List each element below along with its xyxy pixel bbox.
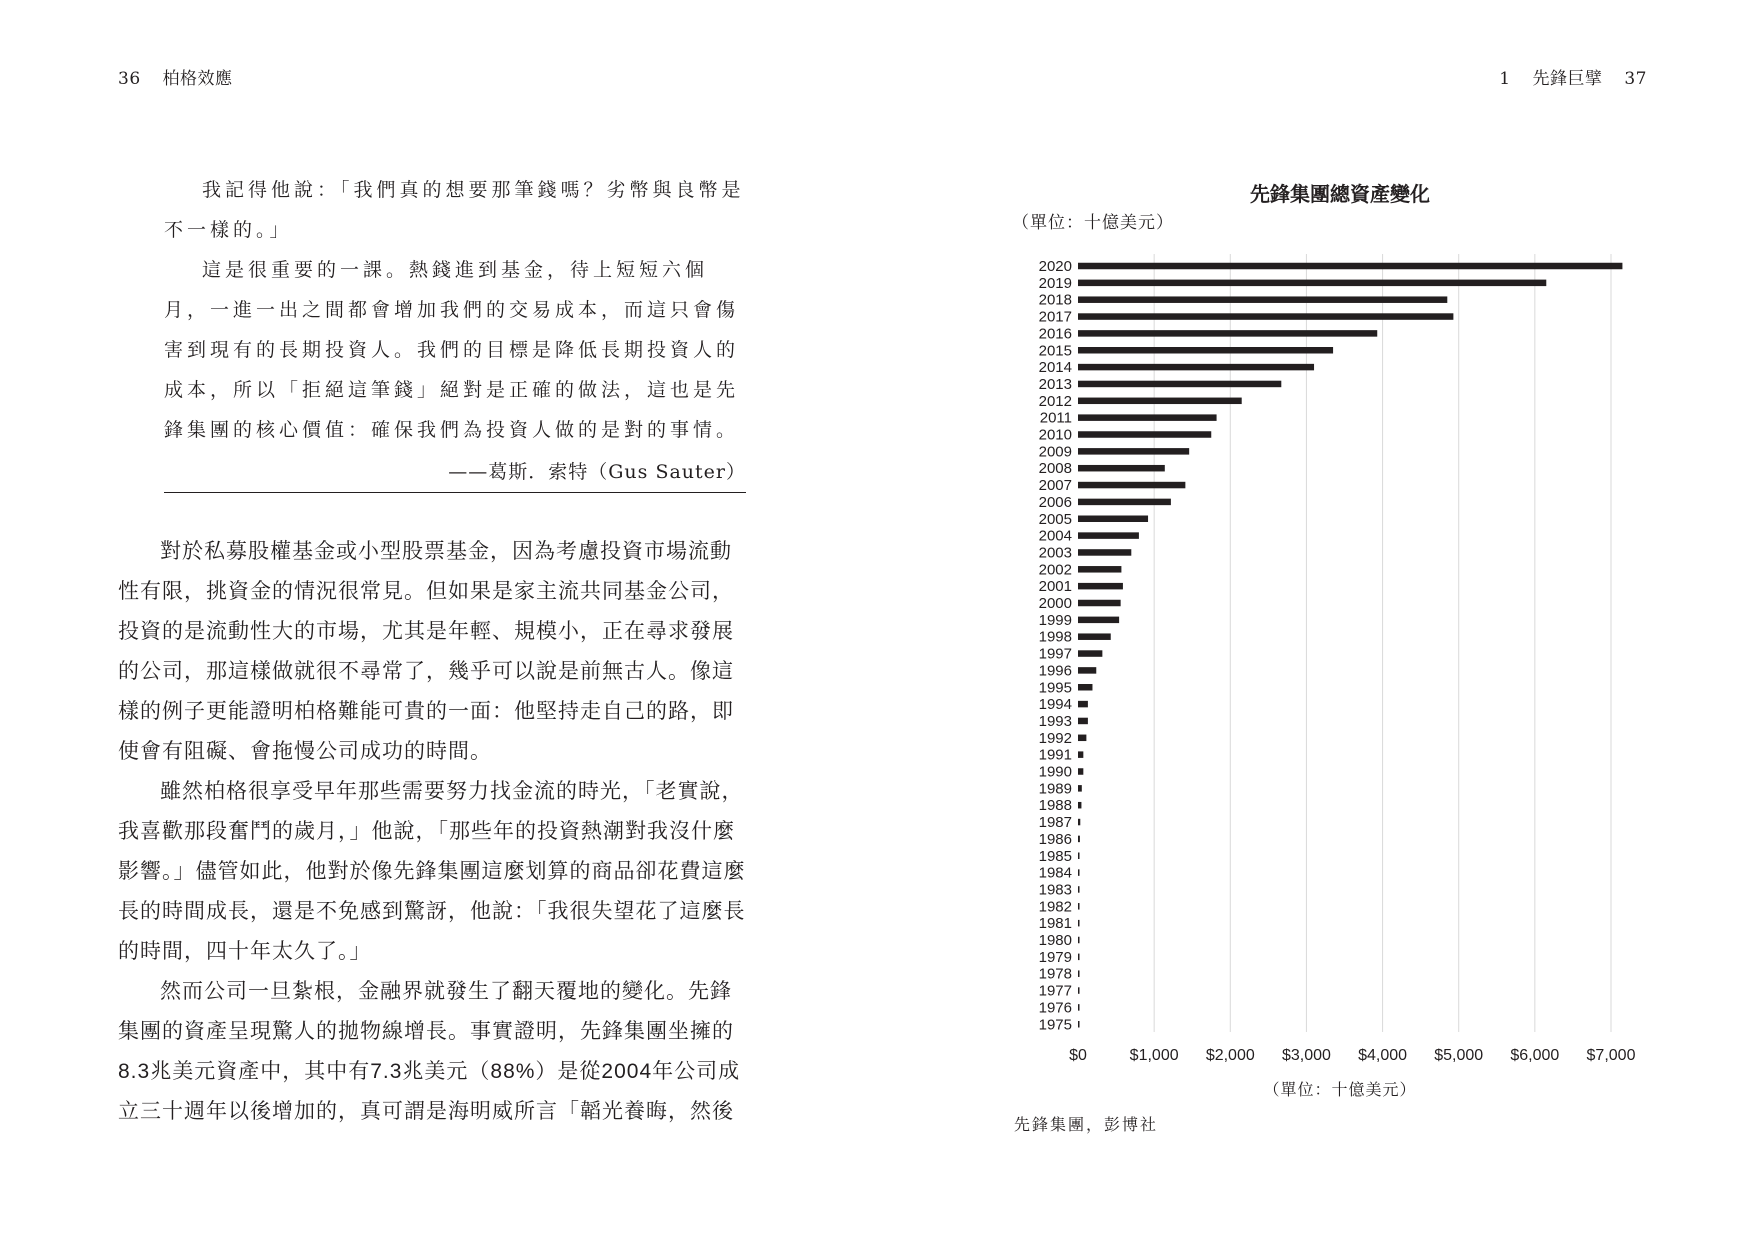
y-label-2006: 2006: [1038, 493, 1072, 511]
y-label-1997: 1997: [1038, 645, 1072, 663]
chart-x-axis-title: （單位：十億美元）: [1263, 1082, 1417, 1099]
y-label-2001: 2001: [1038, 578, 1072, 596]
bar-2010: [1078, 431, 1211, 438]
bar-2015: [1078, 347, 1333, 354]
chart-gridlines: [1154, 254, 1611, 1032]
bar-1990: [1078, 768, 1083, 775]
left-running-title: 柏格效應: [162, 69, 233, 89]
y-label-2000: 2000: [1038, 595, 1072, 612]
bar-1975: [1078, 1021, 1080, 1028]
chart-x-labels: [1069, 1047, 1635, 1064]
y-label-1979: 1979: [1038, 948, 1072, 966]
x-tick-label: $3,000: [1281, 1047, 1331, 1064]
y-label-2009: 2009: [1038, 443, 1072, 461]
y-label-1999: 1999: [1038, 611, 1072, 629]
source-note: 先鋒集團，彭博社: [1014, 1115, 1159, 1134]
y-label-2012: 2012: [1038, 392, 1072, 410]
bar-2003: [1078, 549, 1131, 556]
chart-unit-note: （單位：十億美元）: [1012, 213, 1174, 232]
y-label-2019: 2019: [1038, 274, 1072, 292]
y-label-2020: 2020: [1038, 258, 1072, 275]
bar-2018: [1078, 296, 1447, 303]
y-label-1988: 1988: [1038, 797, 1072, 815]
y-label-2013: 2013: [1038, 375, 1072, 393]
x-tick-label: $6,000: [1510, 1047, 1560, 1064]
bar-2013: [1078, 381, 1281, 388]
y-label-2018: 2018: [1038, 291, 1072, 309]
y-label-2014: 2014: [1038, 359, 1072, 377]
bar-2020: [1078, 263, 1622, 270]
bar-2016: [1078, 330, 1377, 337]
chart-title: 先鋒集團總資產變化: [1250, 184, 1430, 206]
bar-2011: [1078, 414, 1217, 421]
y-label-1995: 1995: [1038, 679, 1072, 697]
y-label-2002: 2002: [1038, 561, 1072, 579]
bar-1985: [1078, 853, 1080, 860]
y-label-1990: 1990: [1038, 763, 1072, 781]
y-label-2016: 2016: [1038, 325, 1072, 343]
y-label-2017: 2017: [1038, 308, 1072, 326]
y-label-2003: 2003: [1038, 544, 1072, 562]
bar-1984: [1078, 869, 1080, 876]
x-tick-label: $2,000: [1205, 1047, 1255, 1064]
bar-1996: [1078, 667, 1096, 674]
y-label-1985: 1985: [1038, 847, 1072, 865]
right-page-number: 37: [1624, 69, 1647, 89]
y-label-1976: 1976: [1038, 999, 1072, 1017]
y-label-2008: 2008: [1038, 460, 1072, 478]
bar-1977: [1078, 987, 1080, 994]
bar-2012: [1078, 398, 1242, 405]
x-tick-label: $7,000: [1586, 1047, 1636, 1064]
bar-2007: [1078, 482, 1185, 489]
bar-2009: [1078, 448, 1189, 455]
left-running-header: [118, 64, 233, 89]
bar-1991: [1078, 751, 1083, 758]
bar-2019: [1078, 280, 1546, 287]
y-label-1977: 1977: [1038, 982, 1072, 1000]
body-text: [118, 532, 748, 1132]
asset-bar-chart: [1000, 250, 1660, 1100]
y-label-1994: 1994: [1038, 696, 1072, 714]
bar-1979: [1078, 954, 1080, 961]
bar-2004: [1078, 532, 1139, 539]
x-tick-label: $5,000: [1434, 1047, 1484, 1064]
bar-1995: [1078, 684, 1092, 691]
y-label-1982: 1982: [1038, 898, 1072, 916]
bar-1983: [1078, 886, 1080, 893]
y-label-2011: 2011: [1039, 409, 1072, 427]
y-label-1981: 1981: [1038, 915, 1072, 933]
y-label-2007: 2007: [1038, 477, 1072, 495]
body-paragraph-1: 對於私募股權基金或小型股票基金，因為考慮投資市場流動性有限，挑資金的情況很常見。但如果是家主流共同基金公司，投資的是流動性大的市場，尤其是年輕、規模小，正在尋求發展的公司，那這樣做就很不尋常了，幾乎可以說是前無古人。像這樣的例子更能證明柏格難能可貴的一面：他堅持走自己的路，即使會有阻礙、會拖慢公司成功的時間。: [118, 540, 734, 763]
y-label-2015: 2015: [1038, 342, 1072, 360]
bar-1988: [1078, 802, 1081, 809]
x-tick-label: $0: [1069, 1047, 1087, 1064]
bar-1997: [1078, 650, 1102, 657]
bar-1998: [1078, 633, 1111, 640]
bar-1976: [1078, 1004, 1080, 1011]
y-label-1978: 1978: [1038, 965, 1072, 983]
bar-1981: [1078, 920, 1080, 927]
chapter-number: 1: [1499, 69, 1511, 89]
bar-1987: [1078, 819, 1080, 826]
y-label-1993: 1993: [1038, 712, 1072, 730]
bar-2014: [1078, 364, 1314, 371]
bar-1982: [1078, 903, 1080, 910]
chart-y-labels: [1039, 258, 1072, 1033]
quote-divider: [164, 492, 746, 493]
quote-attribution: ——葛斯．索特（Gus Sauter）: [448, 461, 746, 483]
bar-1999: [1078, 617, 1119, 624]
bar-1980: [1078, 937, 1080, 944]
bar-1978: [1078, 970, 1080, 977]
y-label-1991: 1991: [1038, 746, 1072, 764]
y-label-1996: 1996: [1038, 662, 1072, 680]
bar-2006: [1078, 499, 1171, 506]
quote-paragraph-2: 這是很重要的一課。熱錢進到基金，待上短短六個月，一進一出之間都會增加我們的交易成本，而這只會傷害到現有的長期投資人。我們的目標是降低長期投資人的成本，所以「拒絕這筆錢」絕對是正確的做法，這也是先鋒集團的核心價值：確保我們為投資人做的是對的事情。: [164, 259, 740, 441]
x-tick-label: $1,000: [1129, 1047, 1179, 1064]
y-label-1980: 1980: [1038, 932, 1072, 949]
y-label-2010: 2010: [1038, 426, 1072, 444]
y-label-1992: 1992: [1038, 729, 1072, 747]
bar-2005: [1078, 516, 1148, 523]
y-label-1983: 1983: [1038, 881, 1072, 899]
y-label-1998: 1998: [1038, 628, 1072, 646]
bar-2000: [1078, 600, 1121, 607]
right-running-header: [1499, 64, 1647, 89]
bar-2002: [1078, 566, 1121, 573]
y-label-1986: 1986: [1038, 830, 1072, 848]
chart-bars: [1078, 263, 1622, 1028]
bar-2008: [1078, 465, 1165, 472]
bar-2017: [1078, 313, 1453, 320]
y-label-1989: 1989: [1038, 780, 1072, 798]
bar-1992: [1078, 735, 1086, 742]
left-page-number: 36: [118, 69, 141, 89]
right-running-title: 先鋒巨擘: [1532, 69, 1603, 89]
y-label-2004: 2004: [1038, 527, 1072, 545]
bar-1986: [1078, 836, 1080, 843]
bar-1994: [1078, 701, 1088, 708]
y-label-1987: 1987: [1038, 814, 1072, 832]
body-paragraph-2: 雖然柏格很享受早年那些需要努力找金流的時光，「老實說，我喜歡那段奮鬥的歲月，」他說，「那些年的投資熱潮對我沒什麼影響。」儘管如此，他對於像先鋒集團這麼划算的商品卻花費這麼長的時間成長，還是不免感到驚訝，他說：「我很失望花了這麼長的時間，四十年太久了。」: [118, 780, 746, 963]
block-quote: [164, 170, 746, 450]
x-tick-label: $4,000: [1358, 1047, 1408, 1064]
y-label-1984: 1984: [1038, 864, 1072, 882]
bar-2001: [1078, 583, 1123, 590]
bar-1989: [1078, 785, 1082, 792]
quote-paragraph-1: 我記得他說：「我們真的想要那筆錢嗎？劣幣與良幣是不一樣的。」: [164, 179, 745, 241]
y-label-1975: 1975: [1038, 1016, 1072, 1034]
bar-1993: [1078, 718, 1088, 725]
y-label-2005: 2005: [1038, 510, 1072, 528]
body-paragraph-3: 然而公司一旦紮根，金融界就發生了翻天覆地的變化。先鋒集團的資產呈現驚人的拋物線增長。事實證明，先鋒集團坐擁的8.3兆美元資產中，其中有7.3兆美元（88%）是從2004年公司成立三十週年以後增加的，真可謂是海明威所言「韜光養晦，然後: [118, 980, 741, 1123]
